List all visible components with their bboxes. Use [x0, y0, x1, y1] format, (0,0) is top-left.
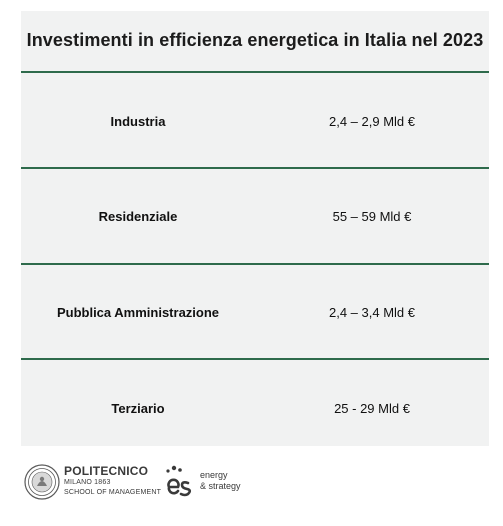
- politecnico-school: SCHOOL OF MANAGEMENT: [64, 489, 162, 496]
- energy-strategy-logo-icon: [154, 462, 194, 502]
- row-value-industria: 2,4 – 2,9 Mld €: [329, 114, 415, 129]
- divider: [21, 263, 489, 265]
- energy-strategy-wordmark: [200, 470, 241, 492]
- divider: [21, 71, 489, 73]
- es-line-1: energy: [200, 470, 228, 480]
- politecnico-name: POLITECNICO: [64, 464, 149, 478]
- politecnico-wordmark: [64, 465, 161, 498]
- row-value-terziario: 25 - 29 Mld €: [334, 401, 410, 416]
- row-label-pubblica-amministrazione: Pubblica Amministrazione: [56, 305, 220, 320]
- table-title: Investimenti in efficienza energetica in Italia nel 2023: [26, 30, 484, 50]
- divider: [21, 167, 489, 169]
- row-value-residenziale: 55 – 59 Mld €: [332, 209, 412, 224]
- politecnico-city: MILANO 1863: [64, 479, 111, 486]
- row-label-industria: Industria: [110, 114, 166, 129]
- es-line-2: & strategy: [200, 481, 241, 491]
- row-label-terziario: Terziario: [111, 401, 165, 416]
- row-label-residenziale: Residenziale: [98, 209, 178, 224]
- politecnico-seal-icon: [24, 464, 60, 500]
- row-value-pubblica-amministrazione: 2,4 – 3,4 Mld €: [329, 305, 415, 320]
- footer-logos: [24, 462, 284, 506]
- divider: [21, 358, 489, 360]
- data-table-card: [21, 11, 489, 446]
